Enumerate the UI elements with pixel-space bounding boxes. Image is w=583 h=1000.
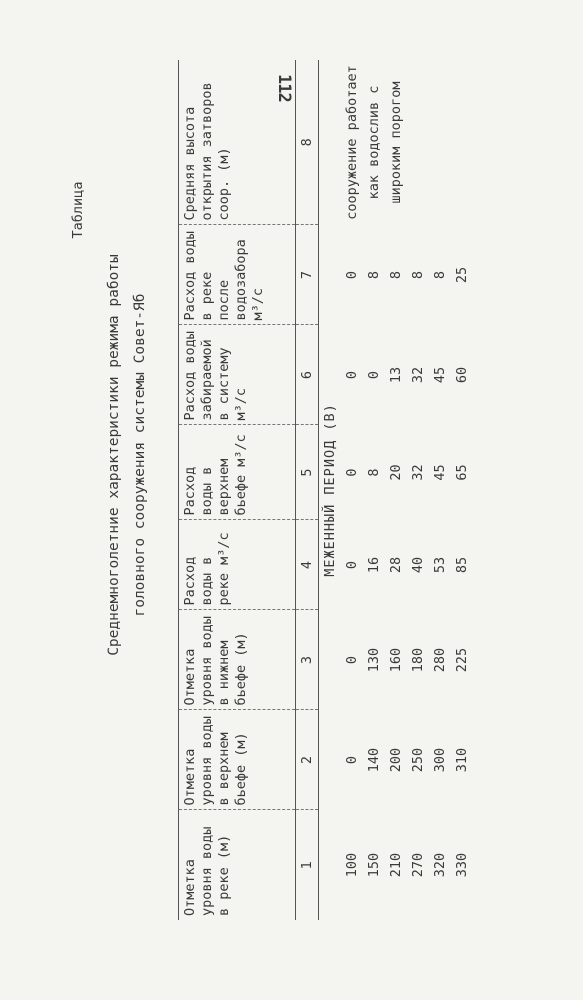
- column-number: 6: [296, 325, 319, 425]
- table-cell: 8: [388, 270, 404, 280]
- column-number: 8: [296, 60, 319, 225]
- table-cell: 0: [344, 655, 360, 665]
- table-cell: 100: [344, 852, 360, 878]
- table-cell: 250: [410, 747, 426, 773]
- table-cell: 0: [344, 468, 360, 477]
- table-cell: 320: [432, 852, 448, 878]
- table-cell: 280: [432, 647, 448, 673]
- table-cell: 53: [432, 556, 448, 574]
- column-number: 3: [296, 610, 319, 710]
- table-cell: 130: [366, 647, 382, 673]
- table-cell: 45: [432, 366, 448, 384]
- table-cell: 25: [454, 266, 470, 284]
- table-cell: 8: [366, 468, 382, 477]
- column-header: Отметка уровня воды в реке (м): [179, 810, 296, 920]
- table-cell: 180: [410, 647, 426, 673]
- table-cell: 210: [388, 852, 404, 878]
- table-cell: 8: [410, 270, 426, 280]
- table-cell: 225: [454, 647, 470, 673]
- table-cell: 300: [432, 747, 448, 773]
- table-cell: 13: [388, 366, 404, 384]
- column-header: Расход воды забираемой в систему м³/с: [179, 325, 296, 425]
- table-cell: 310: [454, 747, 470, 773]
- column-number: 4: [296, 520, 319, 610]
- table-sheet: [70, 60, 530, 920]
- column-number: 5: [296, 425, 319, 520]
- table-cell: 270: [410, 852, 426, 878]
- table-cell: 150: [366, 852, 382, 878]
- table-cell: 40: [410, 556, 426, 574]
- table-cell: 0: [344, 560, 360, 570]
- table-cell: 0: [344, 270, 360, 280]
- table-cell: 16: [366, 556, 382, 574]
- column-header: Расход воды в верхнем бьефе м³/с: [179, 425, 296, 520]
- table-cell: 65: [454, 464, 470, 481]
- column-header: Расход воды в реке после водозабора м³/с: [179, 225, 296, 325]
- column-number: 2: [296, 710, 319, 810]
- characteristics-table: [178, 60, 473, 920]
- header-row: [179, 60, 296, 920]
- column-header: Отметка уровня воды в нижнем бьефе (м): [179, 610, 296, 710]
- column-header: Отметка уровня воды в верхнем бьефе (м): [179, 710, 296, 810]
- table-cell: 8: [432, 270, 448, 280]
- table-cell: 32: [410, 366, 426, 384]
- column-number-row: [296, 60, 319, 920]
- table-row: [341, 60, 363, 920]
- period-label: МЕЖЕННЫЙ ПЕРИОД (В): [322, 403, 338, 577]
- table-title-line-2: головного сооружения системы Совет-Яб: [132, 293, 148, 617]
- table-cell: 0: [344, 370, 360, 380]
- table-cell: 85: [454, 556, 470, 574]
- column-number: 1: [296, 810, 319, 920]
- table-cell: 28: [388, 556, 404, 574]
- period-row: [319, 60, 342, 920]
- table-cell: 60: [454, 366, 470, 384]
- table-cell: 45: [432, 464, 448, 481]
- table-cell: 0: [366, 370, 382, 380]
- table-cell: 20: [388, 464, 404, 481]
- table-cell: 32: [410, 464, 426, 481]
- column-header: Средняя высота открытия затворов соор. (м): [179, 60, 296, 225]
- table-title-line-1: Среднемноголетние характеристики режима работы: [106, 254, 122, 656]
- table-cell: 330: [454, 852, 470, 878]
- table-label: Таблица: [70, 181, 86, 239]
- table-cell: 8: [366, 270, 382, 280]
- table-cell: 160: [388, 647, 404, 673]
- column-header: Расход воды в реке м³/с: [179, 520, 296, 610]
- column-number: 7: [296, 225, 319, 325]
- table-cell: 200: [388, 747, 404, 773]
- table-cell: 140: [366, 747, 382, 773]
- table-cell: 0: [344, 755, 360, 765]
- note-cell: сооружение работает как водослив с широким порогом: [344, 65, 404, 220]
- page-number: 112: [274, 74, 294, 102]
